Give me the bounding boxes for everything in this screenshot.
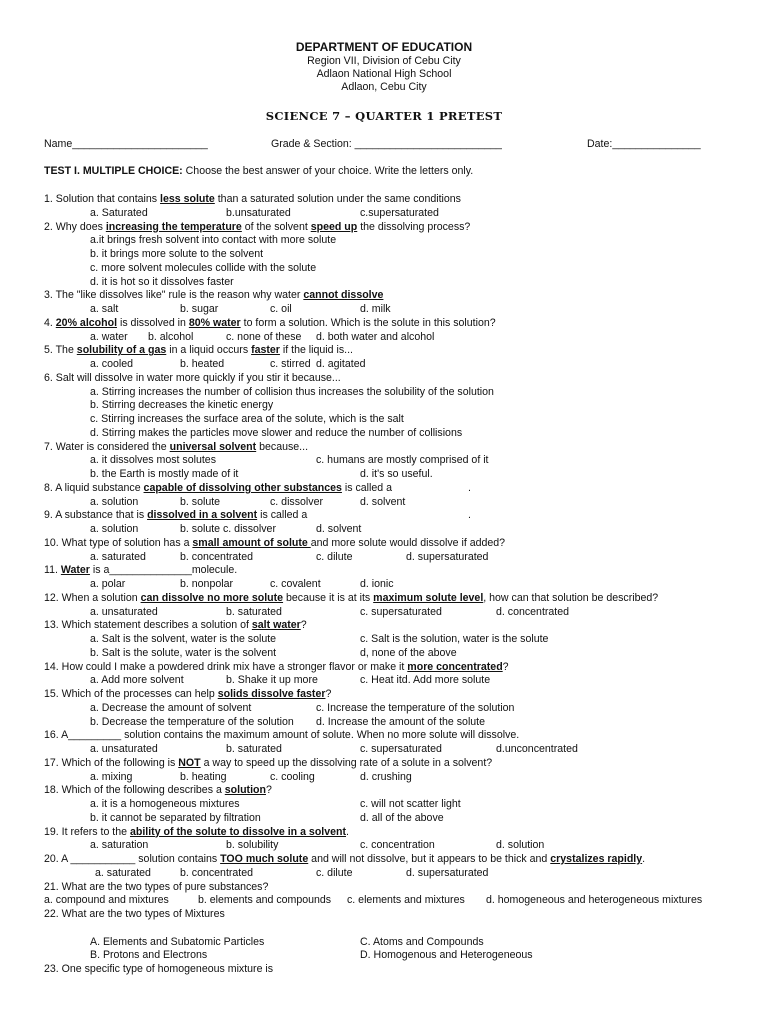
question-1-choice: c.supersaturated — [360, 206, 439, 219]
question-4-keyword: 80% water — [188, 316, 241, 329]
question-3-choice: a. salt — [90, 303, 119, 315]
question-20 — [44, 853, 645, 866]
question-7-keyword: universal solvent — [169, 440, 257, 453]
question-2-text: of the solvent — [241, 220, 311, 233]
question-7-choice: a. it dissolves most solutes — [90, 454, 216, 467]
question-10-choice: b. concentrated — [180, 550, 254, 563]
question-15 — [44, 688, 331, 701]
question-9-blank: . — [468, 509, 471, 522]
instructions-label: TEST I. MULTIPLE CHOICE: — [44, 165, 183, 177]
question-10-keyword: small amount of solute — [192, 536, 311, 549]
question-20-keyword: TOO much solute — [220, 853, 309, 865]
date-field: Date:_______________ — [587, 138, 701, 150]
question-12-choice: c. supersaturated — [360, 605, 442, 618]
grade-section-field: Grade & Section: _________________________ — [271, 138, 502, 150]
question-3-choice: d. milk — [360, 303, 391, 315]
question-12-keyword: can dissolve no more solute — [140, 591, 284, 604]
question-18-choice: a. it is a homogeneous mixtures — [90, 798, 240, 810]
question-17-text: 17. Which of the following is — [44, 756, 179, 769]
question-1-text: than a saturated solution under the same conditions — [214, 193, 461, 205]
question-11-text: is a______________molecule. — [89, 564, 238, 577]
question-20-text: and will not dissolve, but it appears to be thick and — [308, 853, 551, 865]
question-4-choice: c. none of these — [226, 330, 302, 343]
question-13-choice: c. Salt is the solution, water is the solute — [360, 633, 549, 645]
question-11-choice: c. covalent — [270, 578, 321, 590]
question-23-text: 23. One specific type of homogeneous mixture is — [44, 963, 274, 975]
question-2-keyword: speed up — [310, 220, 358, 233]
question-11-choice: d. ionic — [360, 578, 394, 590]
question-13-choice: a. Salt is the solvent, water is the solute — [90, 633, 277, 645]
question-21-choice: d. homogeneous and heterogeneous mixtures — [486, 894, 703, 907]
question-14-choice: c. Heat itd. Add more solute — [360, 674, 491, 687]
question-15-text: ? — [325, 688, 332, 700]
question-7-choice: c. humans are mostly comprised of it — [316, 454, 489, 467]
question-16 — [44, 729, 519, 742]
question-5-keyword: faster — [251, 344, 280, 357]
question-8 — [44, 482, 392, 495]
school-line: Adlaon National High School — [316, 68, 452, 80]
question-4-keyword: 20% alcohol — [55, 316, 118, 329]
question-16-choice: d.unconcentrated — [496, 743, 578, 755]
question-19-choice: a. saturation — [90, 839, 149, 852]
question-14-keyword: more concentrated — [407, 660, 503, 673]
question-20-text: 20. A ___________ solution contains — [44, 853, 221, 865]
question-5-text: 5. The — [44, 344, 77, 357]
question-8-choice: a. solution — [90, 495, 139, 508]
question-14-text: 14. How could I make a powdered drink mix have a stronger flavor or make it — [44, 660, 408, 673]
question-9-text: is called a — [257, 509, 308, 522]
question-15-choice: b. Decrease the temperature of the solution — [90, 715, 294, 728]
question-3 — [44, 289, 383, 302]
question-11-choice: b. nonpolar — [180, 578, 234, 590]
question-5-choice: c. stirred — [270, 358, 311, 370]
question-15-keyword: solids dissolve faster — [217, 688, 326, 700]
question-9 — [44, 509, 307, 522]
question-13-text: ? — [300, 619, 307, 632]
question-12-choice: a. unsaturated — [90, 605, 158, 618]
department-heading: DEPARTMENT OF EDUCATION — [295, 40, 473, 54]
question-1-keyword: less solute — [160, 193, 215, 205]
question-2-text: the dissolving process? — [357, 220, 471, 233]
question-13-keyword: salt water — [251, 619, 301, 632]
question-9-text: 9. A substance that is — [44, 509, 148, 522]
question-19-text: 19. It refers to the — [44, 825, 130, 838]
question-17 — [44, 757, 492, 770]
question-20-choice: a. saturated — [95, 866, 151, 879]
question-2-keyword: increasing the temperature — [105, 220, 242, 233]
question-15-choice: c. Increase the temperature of the solution — [316, 701, 515, 714]
question-10-choice: d. supersaturated — [406, 550, 489, 563]
question-6 — [44, 372, 341, 385]
question-22-choice: B. Protons and Electrons — [90, 949, 208, 962]
question-7-text: because... — [256, 440, 309, 453]
question-7-choice: d. it's so useful. — [360, 468, 433, 480]
instructions — [44, 165, 473, 178]
question-21 — [44, 881, 268, 894]
question-2-text: 2. Why does — [44, 220, 106, 233]
question-19-choice: d. solution — [496, 839, 545, 852]
question-21-text: 21. What are the two types of pure substances? — [44, 880, 269, 893]
question-12-keyword: maximum solute level — [373, 591, 484, 604]
question-10-text: and more solute would dissolve if added? — [310, 536, 506, 549]
question-4 — [44, 317, 496, 330]
question-3-choice: c. oil — [270, 303, 292, 315]
question-12-choice: b. saturated — [226, 605, 282, 618]
question-6-choice: a. Stirring increases the number of collision thus increases the solubility of the solution — [90, 385, 494, 398]
question-20-keyword: crystalizes rapidly — [550, 853, 643, 865]
question-2-choice: d. it is hot so it dissolves faster — [90, 275, 234, 288]
question-8-choice: b. solute — [180, 495, 221, 508]
question-2-choice: b. it brings more solute to the solvent — [90, 248, 264, 260]
question-8-text: 8. A liquid substance — [44, 481, 144, 494]
name-field: Name_______________________ — [44, 138, 208, 150]
question-17-choice: d. crushing — [360, 770, 412, 783]
question-5-choice: b. heated — [180, 358, 225, 370]
question-9-choice: a. solution — [90, 523, 139, 535]
question-16-choice: a. unsaturated — [90, 743, 158, 755]
question-21-choice: c. elements and mixtures — [347, 894, 465, 907]
question-11-text: 11. — [44, 564, 61, 577]
question-20-choice: c. dilute — [316, 866, 353, 879]
question-19-choice: c. concentration — [360, 839, 435, 852]
question-14-choice: a. Add more solvent — [90, 674, 184, 687]
question-22-choice: A. Elements and Subatomic Particles — [90, 935, 265, 948]
question-15-text: 15. Which of the processes can help — [44, 688, 218, 700]
question-7-choice: b. the Earth is mostly made of it — [90, 468, 239, 480]
question-12 — [44, 592, 658, 605]
question-13-text: 13. Which statement describes a solution of — [44, 619, 252, 632]
question-4-choice: a. water — [90, 330, 128, 343]
question-5-text: if the liquid is... — [279, 344, 353, 357]
question-10-text: 10. What type of solution has a — [44, 536, 193, 549]
question-17-keyword: NOT — [178, 756, 201, 769]
question-22 — [44, 908, 225, 921]
question-17-choice: c. cooling — [270, 770, 315, 783]
question-13-choice: d, none of the above — [360, 646, 457, 659]
question-20-text: . — [642, 853, 646, 865]
question-15-choice: d. Increase the amount of the solute — [316, 715, 486, 728]
question-3-choice: b. sugar — [180, 303, 219, 315]
question-8-choice: c. dissolver — [270, 495, 323, 508]
question-19-choice: b. solubility — [226, 839, 279, 852]
question-21-choice: b. elements and compounds — [198, 894, 332, 907]
question-11-keyword: Water — [60, 564, 90, 577]
question-4-text: is dissolved in — [117, 316, 189, 329]
question-11-choice: a. polar — [90, 578, 126, 590]
question-13-choice: b. Salt is the solute, water is the solvent — [90, 646, 277, 659]
question-11 — [44, 564, 237, 577]
question-1 — [44, 193, 461, 206]
question-17-choice: b. heating — [180, 770, 227, 783]
question-7 — [44, 441, 308, 454]
question-16-choice: b. saturated — [226, 743, 282, 755]
question-18-keyword: solution — [224, 784, 266, 797]
question-2-choice: c. more solvent molecules collide with the solute — [90, 261, 317, 274]
question-17-text: a way to speed up the dissolving rate of a solute in a solvent? — [200, 756, 493, 769]
question-14-choice: b. Shake it up more — [226, 674, 318, 687]
question-6-choice: d. Stirring makes the particles move slower and reduce the number of collisions — [90, 426, 463, 439]
question-21-choice: a. compound and mixtures — [44, 894, 169, 907]
question-4-choice: b. alcohol — [148, 330, 194, 343]
question-1-text: 1. Solution that contains — [44, 193, 161, 205]
question-19-keyword: ability of the solute to dissolve in a solvent — [129, 825, 347, 838]
question-2-choice: a.it brings fresh solvent into contact with more solute — [90, 234, 337, 247]
question-19 — [44, 826, 349, 839]
question-8-blank: . — [468, 481, 471, 494]
question-6-choice: b. Stirring decreases the kinetic energy — [90, 399, 274, 412]
question-5-choice: a. cooled — [90, 358, 133, 370]
question-6-choice: c. Stirring increases the surface area of the solute, which is the salt — [90, 413, 404, 425]
question-16-text: 16. A_________ solution contains the maximum amount of solute. When no more solute will dissolve. — [44, 729, 520, 742]
question-10-choice: c. dilute — [316, 550, 353, 563]
question-18-choice: c. will not scatter light — [360, 798, 461, 810]
question-6-text: 6. Salt will dissolve in water more quickly if you stir it because... — [44, 371, 341, 384]
question-8-text: is called a — [341, 481, 392, 494]
question-12-text: 12. When a solution — [44, 591, 141, 604]
question-18-text: ? — [265, 784, 272, 797]
question-7-text: 7. Water is considered the — [44, 440, 170, 453]
question-10-choice: a. saturated — [90, 550, 146, 563]
question-14-text: ? — [502, 660, 509, 673]
question-8-keyword: capable of dissolving other substances — [143, 481, 342, 494]
question-20-choice: b. concentrated — [180, 866, 254, 879]
exam-title: SCIENCE 7 – QUARTER 1 PRETEST — [265, 109, 503, 123]
instructions-text: Choose the best answer of your choice. Write the letters only. — [182, 165, 474, 177]
question-4-text: to form a solution. Which is the solute in this solution? — [240, 316, 496, 329]
question-12-text: , how can that solution be described? — [483, 591, 659, 604]
question-10 — [44, 537, 505, 550]
question-9-keyword: dissolved in a solvent — [147, 509, 258, 522]
question-4-text: 4. — [44, 316, 56, 329]
question-18-choice: b. it cannot be separated by filtration — [90, 811, 261, 824]
question-20-choice: d. supersaturated — [406, 866, 489, 879]
question-1-choice: a. Saturated — [90, 206, 148, 219]
question-2 — [44, 221, 470, 234]
question-17-choice: a. mixing — [90, 770, 133, 783]
question-14 — [44, 661, 509, 674]
question-5-text: in a liquid occurs — [166, 344, 252, 357]
question-4-choice: d. both water and alcohol — [316, 330, 435, 343]
question-12-text: because it is at its — [283, 591, 374, 604]
question-16-choice: c. supersaturated — [360, 743, 442, 755]
question-8-choice: d. solvent — [360, 495, 406, 508]
question-9-choice: b. solute c. dissolver — [180, 523, 276, 535]
question-23 — [44, 963, 273, 976]
question-15-choice: a. Decrease the amount of solvent — [90, 701, 252, 714]
question-18-choice: d. all of the above — [360, 811, 444, 824]
question-5-keyword: solubility of a gas — [76, 344, 167, 357]
question-19-text: . — [346, 825, 349, 838]
question-3-text: 3. The "like dissolves like" rule is the reason why water — [44, 289, 304, 302]
question-22-choice: D. Homogenous and Heterogeneous — [360, 949, 533, 962]
question-5 — [44, 344, 353, 357]
question-3-keyword: cannot dissolve — [303, 289, 384, 302]
question-9-choice: d. solvent — [316, 523, 362, 535]
question-22-text: 22. What are the two types of Mixtures — [44, 908, 225, 920]
question-18-text: 18. Which of the following describes a — [44, 784, 225, 797]
question-5-choice: d. agitated — [316, 358, 366, 370]
question-18 — [44, 784, 272, 797]
question-13 — [44, 619, 307, 632]
question-12-choice: d. concentrated — [496, 605, 570, 618]
question-1-choice: b.unsaturated — [226, 206, 291, 219]
location-line: Adlaon, Cebu City — [341, 81, 427, 93]
question-22-choice: C. Atoms and Compounds — [360, 935, 484, 948]
region-line: Region VII, Division of Cebu City — [307, 55, 461, 67]
